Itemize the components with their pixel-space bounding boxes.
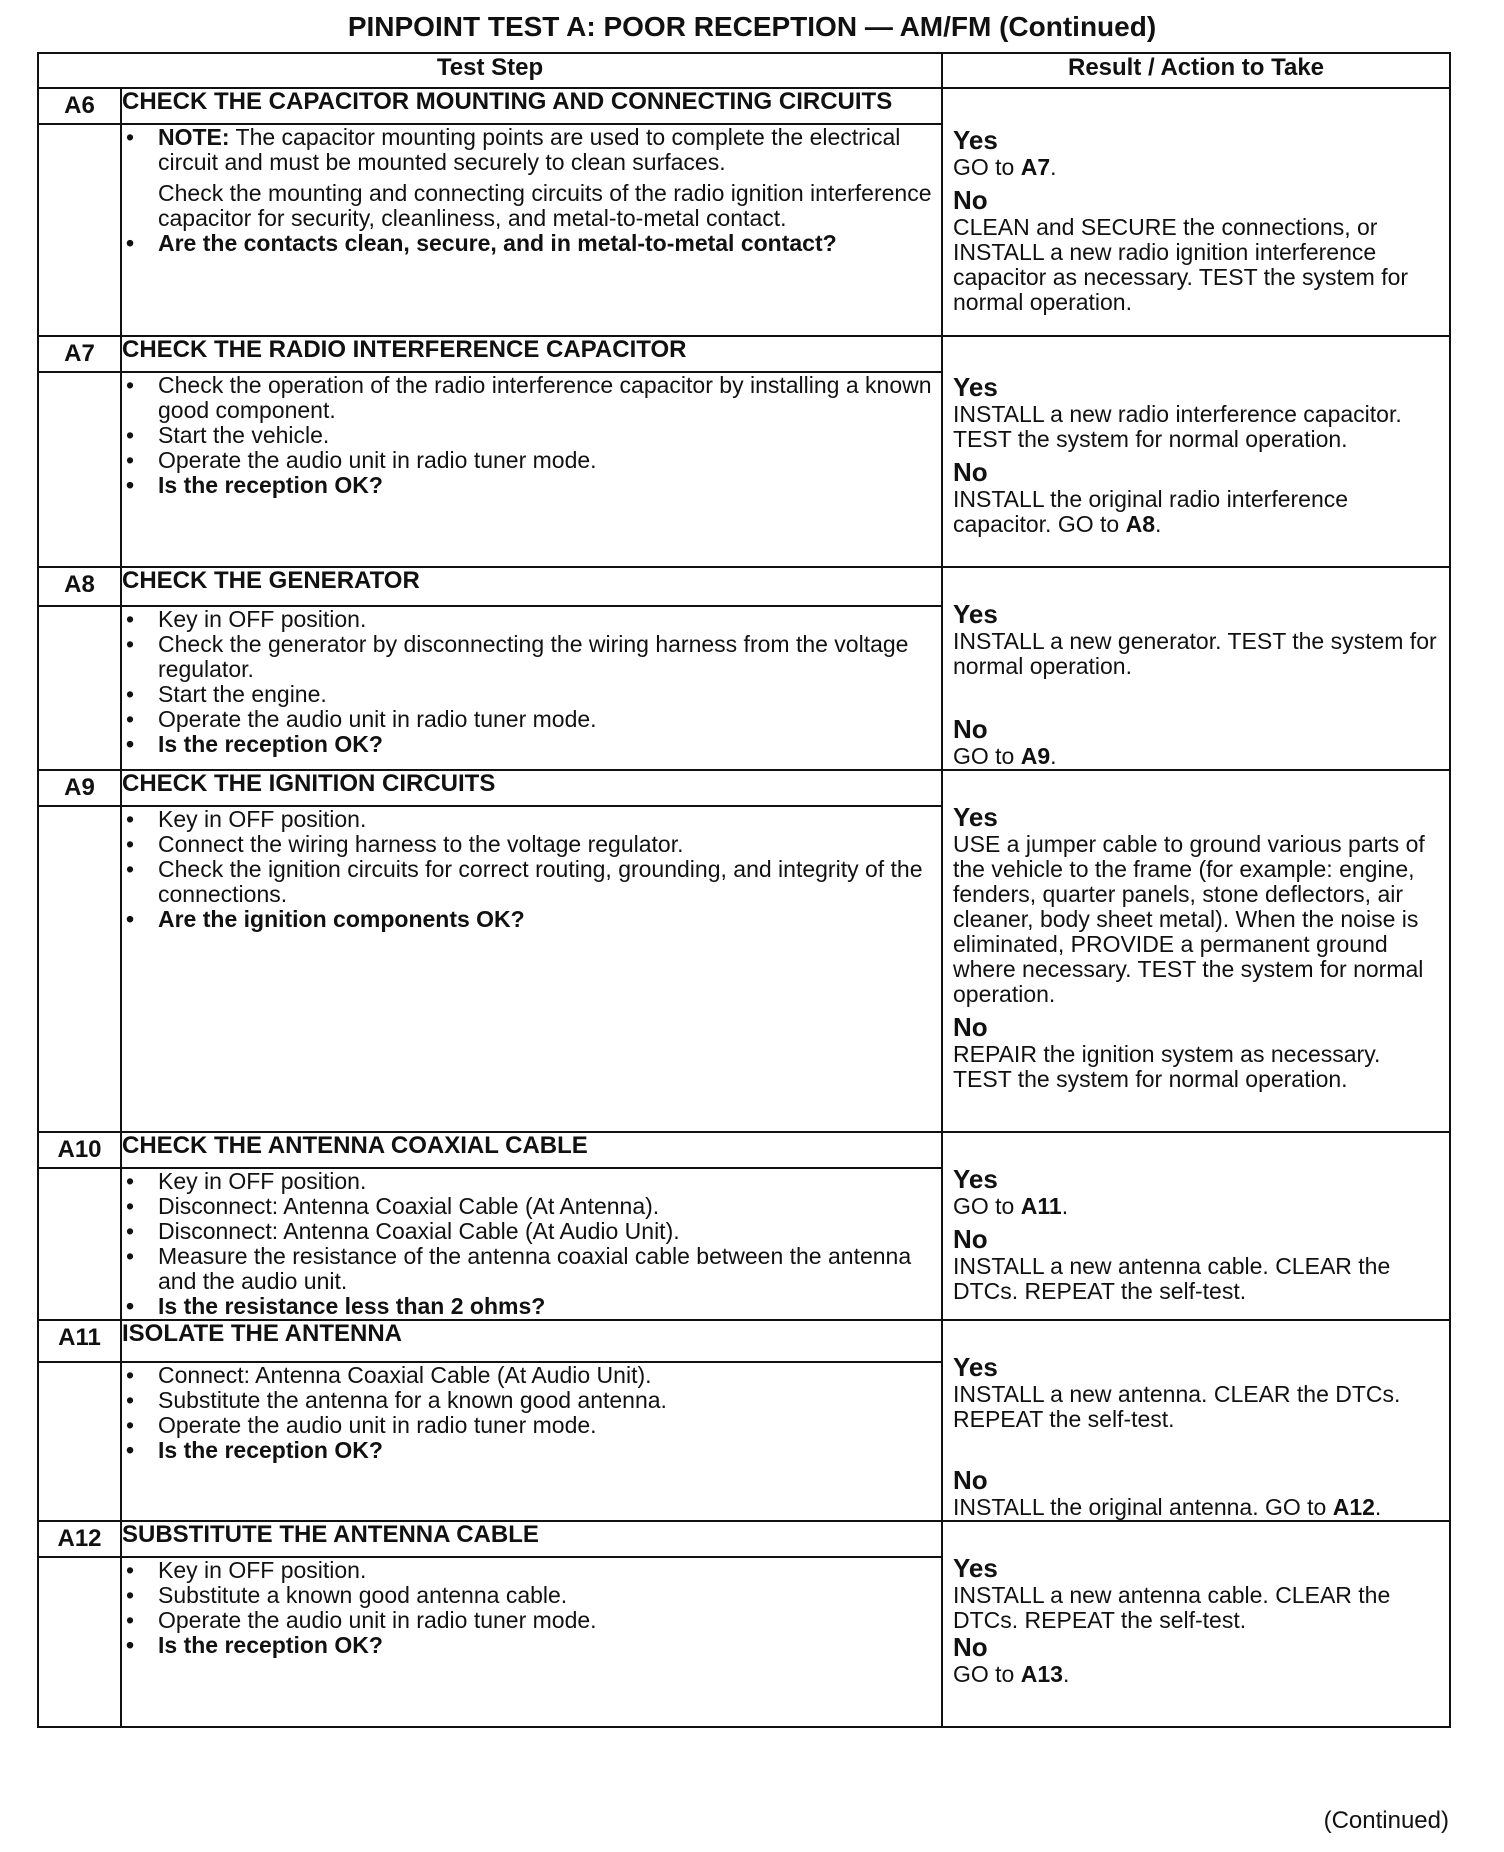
step-body (121, 1557, 942, 1727)
no-label: No (953, 714, 988, 744)
step-result (942, 567, 1450, 770)
step-heading-row (38, 336, 1450, 372)
no-label: No (953, 1632, 988, 1662)
step-id: A8 (38, 567, 121, 606)
list-item: • Operate the audio unit in radio tuner mode. (122, 448, 941, 473)
list-item: • Disconnect: Antenna Coaxial Cable (At Audio Unit). (122, 1219, 941, 1244)
step-result (942, 1521, 1450, 1727)
no-action: CLEAN and SECURE the connections, or INSTALL a new radio ignition interference capacitor as necessary. TEST the system for normal operation. (953, 213, 1409, 315)
step-heading: CHECK THE RADIO INTERFERENCE CAPACITOR (121, 336, 942, 372)
step-body (121, 806, 942, 1132)
no-label: No (953, 1012, 988, 1042)
pinpoint-test-table (37, 52, 1451, 1728)
step-question: • Is the resistance less than 2 ohms? (122, 1294, 941, 1319)
step-body (121, 606, 942, 770)
yes-label: Yes (953, 802, 998, 832)
list-item: • Key in OFF position. (122, 1558, 941, 1583)
step-heading-row (38, 88, 1450, 124)
list-item: • Start the vehicle. (122, 423, 941, 448)
no-label: No (953, 1224, 988, 1254)
yes-label: Yes (953, 1553, 998, 1583)
list-item: • Check the generator by disconnecting the wiring harness from the voltage regulator. (122, 632, 941, 682)
step-heading-row (38, 1132, 1450, 1168)
no-label: No (953, 1465, 988, 1495)
yes-action: GO to A7. (953, 153, 1057, 180)
no-action: INSTALL a new antenna cable. CLEAR the DTCs. REPEAT the self-test. (953, 1253, 1391, 1304)
step-heading-row (38, 1320, 1450, 1362)
no-action: INSTALL the original antenna. GO to A12. (953, 1494, 1382, 1520)
list-item: • Operate the audio unit in radio tuner mode. (122, 1608, 941, 1633)
no-label: No (953, 184, 988, 215)
step-result (942, 88, 1450, 336)
step-heading: SUBSTITUTE THE ANTENNA CABLE (121, 1521, 942, 1557)
list-item: • Disconnect: Antenna Coaxial Cable (At Antenna). (122, 1194, 941, 1219)
step-question: • Are the contacts clean, secure, and in metal-to-metal contact? (122, 231, 941, 256)
yes-action: INSTALL a new antenna cable. CLEAR the DTCs. REPEAT the self-test. (953, 1582, 1391, 1633)
step-id: A9 (38, 770, 121, 806)
no-label: No (953, 457, 988, 487)
no-action: GO to A9. (953, 743, 1057, 769)
step-id: A6 (38, 88, 121, 124)
yes-action: INSTALL a new antenna. CLEAR the DTCs. REPEAT the self-test. (953, 1381, 1401, 1432)
list-item: • Key in OFF position. (122, 607, 941, 632)
step-result (942, 1320, 1450, 1521)
step-heading: CHECK THE GENERATOR (121, 567, 942, 606)
step-heading: CHECK THE ANTENNA COAXIAL CABLE (121, 1132, 942, 1168)
step-question: • Is the reception OK? (122, 1633, 941, 1658)
step-result (942, 770, 1450, 1132)
step-question: • Is the reception OK? (122, 473, 941, 498)
step-result (942, 336, 1450, 567)
step-id: A12 (38, 1521, 121, 1557)
yes-label: Yes (953, 1164, 998, 1194)
continued-footer: (Continued) (1323, 1807, 1449, 1834)
no-action: GO to A13. (953, 1661, 1070, 1687)
step-body (121, 372, 942, 567)
step-id: A11 (38, 1320, 121, 1362)
list-item: • Connect: Antenna Coaxial Cable (At Audio Unit). (122, 1363, 941, 1388)
list-item: • Substitute a known good antenna cable. (122, 1583, 941, 1608)
list-item: • Substitute the antenna for a known good antenna. (122, 1388, 941, 1413)
step-heading-row (38, 770, 1450, 806)
yes-label: Yes (953, 599, 998, 629)
yes-label: Yes (953, 372, 998, 402)
list-item: • Check the ignition circuits for correct routing, grounding, and integrity of the connections. (122, 857, 941, 907)
list-item: • NOTE: The capacitor mounting points are used to complete the electrical circuit and must be mounted securely to clean surfaces. (122, 125, 941, 175)
test-step-header: Test Step (38, 53, 942, 88)
no-action: REPAIR the ignition system as necessary. TEST the system for normal operation. (953, 1041, 1381, 1092)
yes-action: INSTALL a new radio interference capacitor. TEST the system for normal operation. (953, 401, 1402, 452)
step-heading-row (38, 567, 1450, 606)
step-body (121, 1168, 942, 1320)
page-title: PINPOINT TEST A: POOR RECEPTION — AM/FM (Continued) (347, 11, 1157, 42)
yes-action: GO to A11. (953, 1193, 1069, 1219)
step-body (121, 124, 942, 336)
list-item: • Key in OFF position. (122, 1169, 941, 1194)
step-heading: CHECK THE CAPACITOR MOUNTING AND CONNECTING CIRCUITS (121, 88, 942, 124)
step-heading: ISOLATE THE ANTENNA (121, 1320, 942, 1362)
step-body (121, 1362, 942, 1521)
yes-label: Yes (953, 124, 998, 155)
list-item: • Check the operation of the radio interference capacitor by installing a known good component. (122, 373, 941, 423)
step-id: A7 (38, 336, 121, 372)
step-id: A10 (38, 1132, 121, 1168)
step-question: • Is the reception OK? (122, 732, 941, 757)
step-result (942, 1132, 1450, 1320)
yes-action: INSTALL a new generator. TEST the system for normal operation. (953, 628, 1437, 679)
list-item: • Connect the wiring harness to the voltage regulator. (122, 832, 941, 857)
table-header-row (38, 53, 1450, 88)
step-heading-row (38, 1521, 1450, 1557)
result-header: Result / Action to Take (942, 53, 1450, 88)
step-heading: CHECK THE IGNITION CIRCUITS (121, 770, 942, 806)
no-action: INSTALL the original radio interference capacitor. GO to A8. (953, 486, 1349, 537)
list-item: • Measure the resistance of the antenna coaxial cable between the antenna and the audio unit. (122, 1244, 941, 1294)
yes-label: Yes (953, 1352, 998, 1382)
list-item: Check the mounting and connecting circuits of the radio ignition interference capacitor for security, cleanliness, and metal-to-metal contact. (158, 180, 932, 231)
list-item: • Operate the audio unit in radio tuner mode. (122, 1413, 941, 1438)
list-item: • Key in OFF position. (122, 807, 941, 832)
list-item: • Start the engine. (122, 682, 941, 707)
step-question: • Are the ignition components OK? (122, 907, 941, 932)
yes-action: USE a jumper cable to ground various parts of the vehicle to the frame (for example: engine, fenders, quarter panels, stone deflectors, air cleaner, body sheet metal). When the noise is eliminated, PROVIDE a permanent ground where necessary. TEST the system for normal operation. (953, 831, 1425, 1007)
list-item: • Operate the audio unit in radio tuner mode. (122, 707, 941, 732)
step-question: • Is the reception OK? (122, 1438, 941, 1463)
